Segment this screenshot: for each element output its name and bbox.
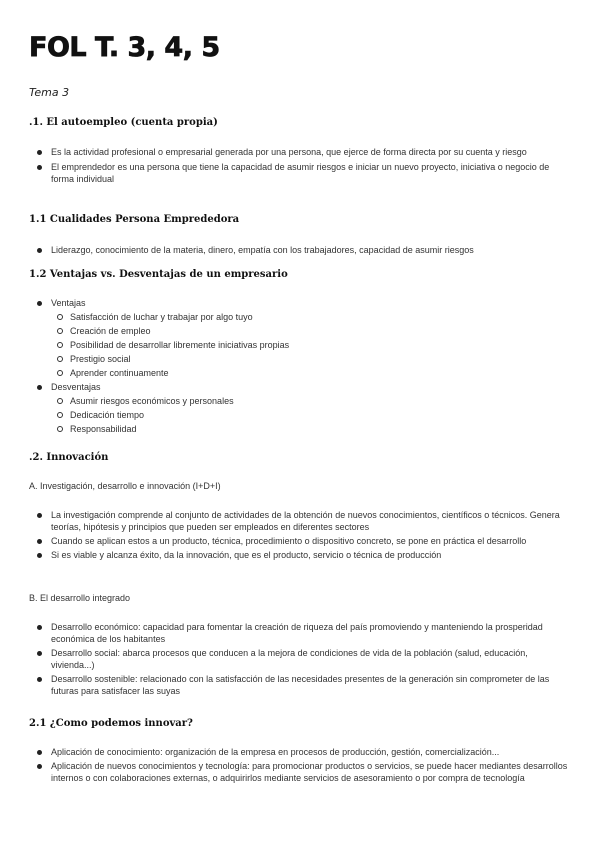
list-item: Satisfacción de luchar y trabajar por algo tuyo: [29, 311, 571, 323]
section-1-2-list: [29, 297, 571, 435]
section-2a-list: [29, 509, 571, 561]
list-item: Cuando se aplican estos a un producto, técnica, procedimiento o dispositivo concreto, se pone en práctica el desarrollo: [29, 535, 571, 547]
section-2b-list: [29, 621, 571, 697]
list-item: Desarrollo social: abarca procesos que conducen a la mejora de condiciones de vida de la población (salud, educación, vivienda...): [29, 647, 571, 671]
document-title: FOL T. 3, 4, 5: [29, 32, 220, 63]
list-item: Prestigio social: [29, 353, 571, 365]
section-2-heading: .2. Innovación: [29, 452, 109, 463]
list-item: Aplicación de nuevos conocimientos y tecnología: para promocionar productos o servicios, se puede hacer mediantes desarrollos internos o con colaboraciones externas, o adquirirlos mediante servicios de asesoramiento o por compra de tecnología: [29, 760, 571, 784]
list-item: Desarrollo económico: capacidad para fomentar la creación de riqueza del país promoviendo y manteniendo la prosperidad económica de los habitantes: [29, 621, 571, 645]
section-1-1-heading: 1.1 Cualidades Persona Emprededora: [29, 214, 240, 225]
list-item: Creación de empleo: [29, 325, 571, 337]
list-item: Aplicación de conocimiento: organización de la empresa en procesos de producción, gestión, comercialización...: [29, 746, 571, 758]
list-item-desventajas: Desventajas: [29, 381, 571, 393]
list-item: Si es viable y alcanza éxito, da la innovación, que es el producto, servicio o técnica de producción: [29, 549, 571, 561]
subsection-a-label: A. Investigación, desarrollo e innovación (I+D+I): [29, 481, 221, 491]
list-item: Desarrollo sostenible: relacionado con la satisfacción de las necesidades presentes de la generación sin comprometer de las futuras para satisfacer las suyas: [29, 673, 571, 697]
section-2-1-list: [29, 746, 571, 784]
list-item-ventajas: Ventajas: [29, 297, 571, 309]
list-item: La investigación comprende al conjunto de actividades de la obtención de nuevos conocimientos, científicos o técnicos. Genera teorías, hipótesis y principios que pueden ser empleados en diferentes sectores: [29, 509, 571, 533]
section-2-1-heading: 2.1 ¿Como podemos innovar?: [29, 718, 193, 729]
subtitle-tema: Tema 3: [29, 86, 70, 99]
subsection-b-label: B. El desarrollo integrado: [29, 593, 131, 603]
list-item: Asumir riesgos económicos y personales: [29, 395, 571, 407]
section-1-1-list: [29, 244, 571, 256]
list-item: Liderazgo, conocimiento de la materia, dinero, empatía con los trabajadores, capacidad de asumir riesgos: [29, 244, 571, 256]
section-1-heading: .1. El autoempleo (cuenta propia): [29, 117, 218, 128]
section-1-2-heading: 1.2 Ventajas vs. Desventajas de un empresario: [29, 269, 288, 280]
list-item: Es la actividad profesional o empresarial generada por una persona, que ejerce de forma directa por su cuenta y riesgo: [29, 146, 571, 158]
list-item: Responsabilidad: [29, 423, 571, 435]
list-item: Posibilidad de desarrollar libremente iniciativas propias: [29, 339, 571, 351]
list-item: Dedicación tiempo: [29, 409, 571, 421]
section-1-list: [29, 146, 571, 185]
list-item: Aprender continuamente: [29, 367, 571, 379]
list-item: El emprendedor es una persona que tiene la capacidad de asumir riesgos e iniciar un nuevo proyecto, iniciativa o negocio de forma individual: [29, 161, 571, 185]
